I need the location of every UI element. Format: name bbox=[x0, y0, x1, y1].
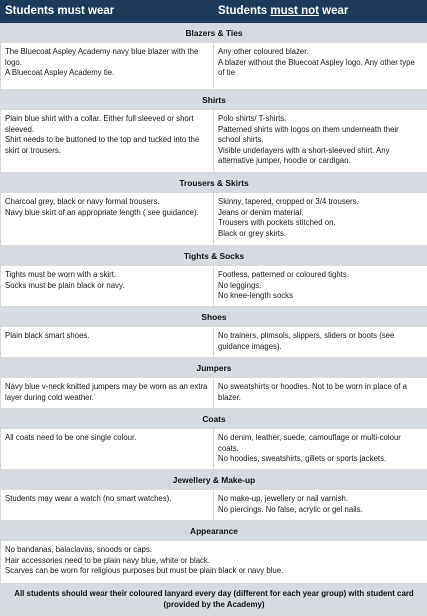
section-row bbox=[1, 378, 427, 409]
must-not-wear-cell bbox=[214, 327, 427, 358]
section-row bbox=[1, 327, 427, 358]
rule-text: No knee-length socks bbox=[218, 291, 423, 302]
rule-text: No piercings. No false, acrylic or gel nails. bbox=[218, 505, 423, 516]
section-title: Coats bbox=[1, 409, 427, 429]
rule-text: Polo shirts/ T-shirts. bbox=[218, 114, 423, 125]
rule-text: Any other coloured blazer. bbox=[218, 47, 423, 58]
must-wear-cell bbox=[1, 327, 214, 358]
must-not-wear-cell bbox=[214, 490, 427, 521]
must-not-wear-heading: Students must not wear bbox=[214, 1, 427, 23]
section-heading-row bbox=[1, 246, 427, 266]
section-heading-row bbox=[1, 358, 427, 378]
rule-text: No hoodies, sweatshirts, gillets or sports jackets. bbox=[218, 454, 423, 465]
rule-text: Charcoal grey, black or navy formal trousers. bbox=[5, 197, 209, 208]
must-not-wear-cell bbox=[214, 266, 427, 307]
section-row bbox=[1, 193, 427, 246]
section-row bbox=[1, 110, 427, 173]
rule-text: Jeans or denim material. bbox=[218, 208, 423, 219]
rule-text: No make-up, jewellery or nail varnish. bbox=[218, 494, 423, 505]
rule-text: Skinny, tapered, cropped or 3/4 trousers. bbox=[218, 197, 423, 208]
rule-text: Students may wear a watch (no smart watches). bbox=[5, 494, 209, 505]
must-wear-cell bbox=[1, 378, 214, 409]
section-title: Shoes bbox=[1, 307, 427, 327]
rule-text: Trousers with pockets stitched on. bbox=[218, 218, 423, 229]
rule-text: A blazer without the Bluecoat Aspley logo. Any other type of tie bbox=[218, 58, 423, 79]
rule-text: A Bluecoat Aspley Academy tie. bbox=[5, 68, 209, 79]
must-not-wear-cell bbox=[214, 429, 427, 470]
section-row bbox=[1, 429, 427, 470]
section-row bbox=[1, 43, 427, 90]
appearance-cell bbox=[1, 541, 427, 584]
rule-text: Shirt needs to be buttoned to the top and tucked into the skirt or trousers. bbox=[5, 135, 209, 156]
rule-text: Patterned shirts with logos on them underneath their school shirts. bbox=[218, 125, 423, 146]
rule-text: Scarves can be worn for religious purposes but must be plain black or navy blue. bbox=[5, 566, 423, 577]
rule-text: No trainers, plimsols, slippers, sliders or boots (see guidance images). bbox=[218, 331, 423, 352]
must-not-wear-cell bbox=[214, 378, 427, 409]
section-heading-row bbox=[1, 173, 427, 193]
section-row bbox=[1, 266, 427, 307]
must-wear-cell bbox=[1, 193, 214, 246]
appearance-row bbox=[1, 541, 427, 584]
must-wear-cell bbox=[1, 490, 214, 521]
rule-text: All coats need to be one single colour. bbox=[5, 433, 209, 444]
lanyard-notice: All students should wear their coloured lanyard every day (different for each year group) with student card (provided by the Academy) bbox=[1, 584, 427, 616]
rule-text: Plain black smart shoes. bbox=[5, 331, 209, 342]
rule-text: No leggings. bbox=[218, 281, 423, 292]
section-heading-row bbox=[1, 23, 427, 43]
header-row bbox=[1, 1, 427, 23]
rule-text: Socks must be plain black or navy. bbox=[5, 281, 209, 292]
rule-text: No sweatshirts or hoodies. Not to be worn in place of a blazer. bbox=[218, 382, 423, 403]
section-title: Jumpers bbox=[1, 358, 427, 378]
section-heading-row bbox=[1, 307, 427, 327]
rule-text: Navy blue v-neck knitted jumpers may be worn as an extra layer during cold weather. bbox=[5, 382, 209, 403]
must-not-wear-cell bbox=[214, 43, 427, 90]
must-not-wear-cell bbox=[214, 110, 427, 173]
section-title: Appearance bbox=[1, 521, 427, 541]
rule-text: Hair accessories need to be plain navy blue, white or black. bbox=[5, 556, 423, 567]
must-not-wear-cell bbox=[214, 193, 427, 246]
section-title: Tights & Socks bbox=[1, 246, 427, 266]
section-title: Blazers & Ties bbox=[1, 23, 427, 43]
rule-text: Tights must be worn with a skirt. bbox=[5, 270, 209, 281]
section-heading-row bbox=[1, 90, 427, 110]
section-heading-row bbox=[1, 470, 427, 490]
rule-text: No bandanas, balaclavas, snoods or caps. bbox=[5, 545, 423, 556]
section-row bbox=[1, 490, 427, 521]
must-wear-cell bbox=[1, 43, 214, 90]
rule-text: No denim, leather, suede, camouflage or multi-colour coats. bbox=[218, 433, 423, 454]
rule-text: Visible underlayers with a short-sleeved shirt. Any alternative jumper, hoodie or cardigan. bbox=[218, 146, 423, 167]
must-wear-heading: Students must wear bbox=[1, 1, 214, 23]
section-heading-row bbox=[1, 521, 427, 541]
rule-text: Plain blue shirt with a collar. Either full sleeved or short sleeved. bbox=[5, 114, 209, 135]
section-heading-row bbox=[1, 409, 427, 429]
rule-text: Footless, patterned or coloured tights. bbox=[218, 270, 423, 281]
must-wear-cell bbox=[1, 110, 214, 173]
section-title: Shirts bbox=[1, 90, 427, 110]
rule-text: Navy blue skirt of an appropriate length ( see guidance). bbox=[5, 208, 209, 219]
section-title: Jewellery & Make-up bbox=[1, 470, 427, 490]
rule-text: Black or grey skirts. bbox=[218, 229, 423, 240]
must-wear-cell bbox=[1, 429, 214, 470]
rule-text: The Bluecoat Aspley Academy navy blue blazer with the logo. bbox=[5, 47, 209, 68]
must-wear-cell bbox=[1, 266, 214, 307]
section-title: Trousers & Skirts bbox=[1, 173, 427, 193]
